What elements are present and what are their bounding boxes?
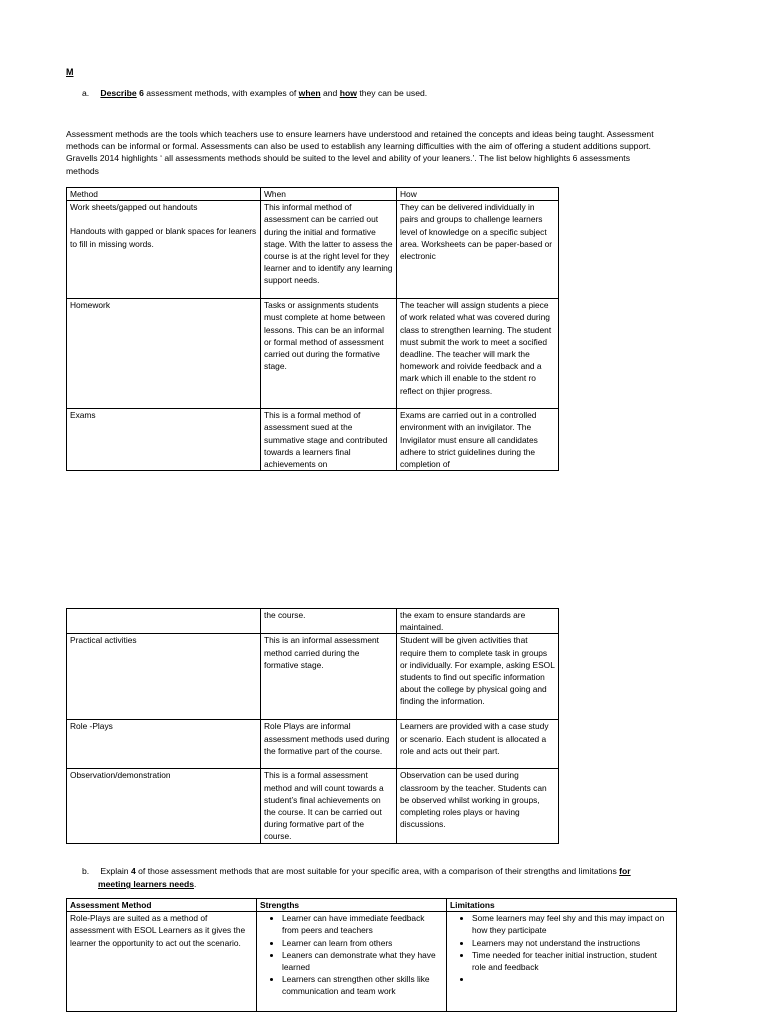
when-cell xyxy=(261,409,397,471)
table-row xyxy=(67,912,677,1012)
how-cell xyxy=(397,720,559,769)
question-b-number: b. xyxy=(82,866,90,876)
table-row xyxy=(67,201,559,299)
how-text: Student will be given activities that require them to complete task in groups or individually. For example, asking ESOL students to find out specific information about the college by physical going and finding the information. xyxy=(400,635,555,707)
strengths-cell xyxy=(257,912,447,1012)
when-text: This informal method of assessment can be carried out during the initial and formative stage. With the latter to assess the course is at the right level for they learner and to identify any learning support needs. xyxy=(264,202,393,286)
question-b-text2: of those assessment methods that are most suitable for your specific area, with a comparison of their strengths and limitations xyxy=(138,866,617,876)
question-b-line2 xyxy=(98,878,196,890)
method-label: Role -Plays xyxy=(70,721,113,732)
method-cell xyxy=(67,201,261,299)
limitations-cell xyxy=(447,912,677,1012)
question-a-describe: Describe xyxy=(100,88,137,98)
how-text: Exams are carried out in a controlled environment with an invigilator. The Invigilator must ensure all candidates adhere to strict guidelines during the completion of xyxy=(400,410,538,470)
method-cell xyxy=(67,409,261,471)
how-cell xyxy=(397,769,559,843)
header-method: Method xyxy=(67,188,261,201)
list-item: • Some learners may feel shy and this may impact on how they participate xyxy=(472,912,673,936)
question-a-how: how xyxy=(339,88,357,98)
question-b-period: . xyxy=(194,879,197,889)
heading-marker: M xyxy=(66,67,74,77)
method-label: Exams xyxy=(70,410,96,421)
method-label: Homework xyxy=(70,300,111,311)
table-row xyxy=(67,720,559,769)
list-item: • Leaners can demonstrate what they have learned xyxy=(282,949,443,973)
question-a xyxy=(82,87,427,99)
method-detail: Handouts with gapped or blank spaces for leaners to fill in missing words. xyxy=(70,226,257,249)
list-item: • Time needed for teacher initial instruction, student role and feedback xyxy=(472,949,673,973)
method-label: Work sheets/gapped out handouts xyxy=(70,202,198,213)
table-row xyxy=(67,769,559,843)
question-b xyxy=(82,865,682,877)
how-text: the exam to ensure standards are maintained. xyxy=(400,610,526,633)
question-a-count: 6 xyxy=(139,88,144,98)
how-text: Learners are provided with a case study or scenario. Each student is allocated a role and acts out their part. xyxy=(400,721,549,756)
intro-line-3: Gravells 2014 highlights ‘ all assessments methods should be suited to the level and ability of your leaners.’. The list below highlights 6 assessments xyxy=(66,153,630,164)
when-text: This is a formal assessment method and will count towards a student’s final achievements on the course. It can be carried out during formative part of the course. xyxy=(264,770,384,842)
list-item: • Learners can strengthen other skills like communication and team work xyxy=(282,973,443,997)
header-when: When xyxy=(261,188,397,201)
when-text: This is a formal method of assessment sued at the summative stage and contributed towards a learners final achievements on xyxy=(264,410,388,470)
when-cell xyxy=(261,769,397,843)
method-cell xyxy=(67,912,257,1012)
header-assessment-method: Assessment Method xyxy=(67,899,257,912)
table-row xyxy=(67,409,559,471)
question-b-for: for xyxy=(619,866,631,876)
assessment-methods-table xyxy=(66,187,559,471)
intro-line-2: methods can be informal or formal. Assessments can also be used to establish any learning difficulties with the aim of offering a student additions support. xyxy=(66,141,651,152)
assessment-methods-table-continued xyxy=(66,608,559,844)
method-label: Observation/demonstration xyxy=(70,770,171,781)
when-text: Role Plays are informal assessment methods used during the formative part of the course. xyxy=(264,721,390,756)
limitations-list xyxy=(450,912,673,985)
header-limitations: Limitations xyxy=(447,899,677,912)
question-a-text2: they can be used. xyxy=(359,88,428,98)
how-cell xyxy=(397,409,559,471)
table-row xyxy=(67,299,559,409)
question-a-text1: assessment methods, with examples of xyxy=(146,88,297,98)
method-cell xyxy=(67,609,261,634)
method-cell xyxy=(67,720,261,769)
how-text: Observation can be used during classroom by the teacher. Students can be observed whilst working in groups, completing roles plays or having discussions. xyxy=(400,770,547,830)
table-row xyxy=(67,609,559,634)
method-cell xyxy=(67,634,261,720)
how-cell xyxy=(397,299,559,409)
when-text: Tasks or assignments students must complete at home between lessons. This can be an informal or formal method of assessment carried out during the formative stage. xyxy=(264,300,386,372)
how-text: They can be delivered individually in pairs and groups to challenge learners level of knowledge on a specific subject area. Worksheets can be paper-based or electronic xyxy=(400,202,553,262)
header-how: How xyxy=(397,188,559,201)
list-item: • Learners may not understand the instructions xyxy=(472,937,673,949)
intro-paragraph xyxy=(66,128,706,177)
method-label: Practical activities xyxy=(70,635,137,646)
table-header-row xyxy=(67,188,559,201)
when-text: the course. xyxy=(264,610,306,620)
method-cell xyxy=(67,769,261,843)
how-text: The teacher will assign students a piece of work related what was covered during class to strengthen learning. The student must submit the work to meet a socified deadline. The teacher will mark the homework and roivide feedback and a mark which ill enable to the stdent ro reflect on thjier progress. xyxy=(400,300,552,396)
table-row xyxy=(67,634,559,720)
strengths-limitations-table xyxy=(66,898,677,1012)
list-item xyxy=(472,973,673,985)
table-header-row xyxy=(67,899,677,912)
list-item: • Learner can have immediate feedback from peers and teachers xyxy=(282,912,443,936)
how-cell xyxy=(397,201,559,299)
when-text: This is an informal assessment method carried during the formative stage. xyxy=(264,635,379,670)
when-cell xyxy=(261,634,397,720)
how-cell xyxy=(397,634,559,720)
header-strengths: Strengths xyxy=(257,899,447,912)
how-cell xyxy=(397,609,559,634)
question-b-meeting: meeting learners needs xyxy=(98,879,195,889)
question-a-when: when xyxy=(298,88,321,98)
when-cell xyxy=(261,201,397,299)
question-b-explain: Explain xyxy=(100,866,129,876)
question-a-number: a. xyxy=(82,88,90,98)
method-cell xyxy=(67,299,261,409)
list-item: • Learner can learn from others xyxy=(282,937,443,949)
strengths-list xyxy=(260,912,443,997)
question-b-count: 4 xyxy=(130,866,136,876)
intro-line-1: Assessment methods are the tools which teachers use to ensure learners have understood and retained the concepts and ideas being taught. Assessment xyxy=(66,129,654,139)
question-a-and: and xyxy=(323,88,338,98)
intro-line-4: methods xyxy=(66,165,99,176)
method-text: Role-Plays are suited as a method of assessment with ESOL Learners as it gives the learner the opportunity to act out the scenario. xyxy=(70,913,246,948)
when-cell xyxy=(261,299,397,409)
when-cell xyxy=(261,609,397,634)
when-cell xyxy=(261,720,397,769)
